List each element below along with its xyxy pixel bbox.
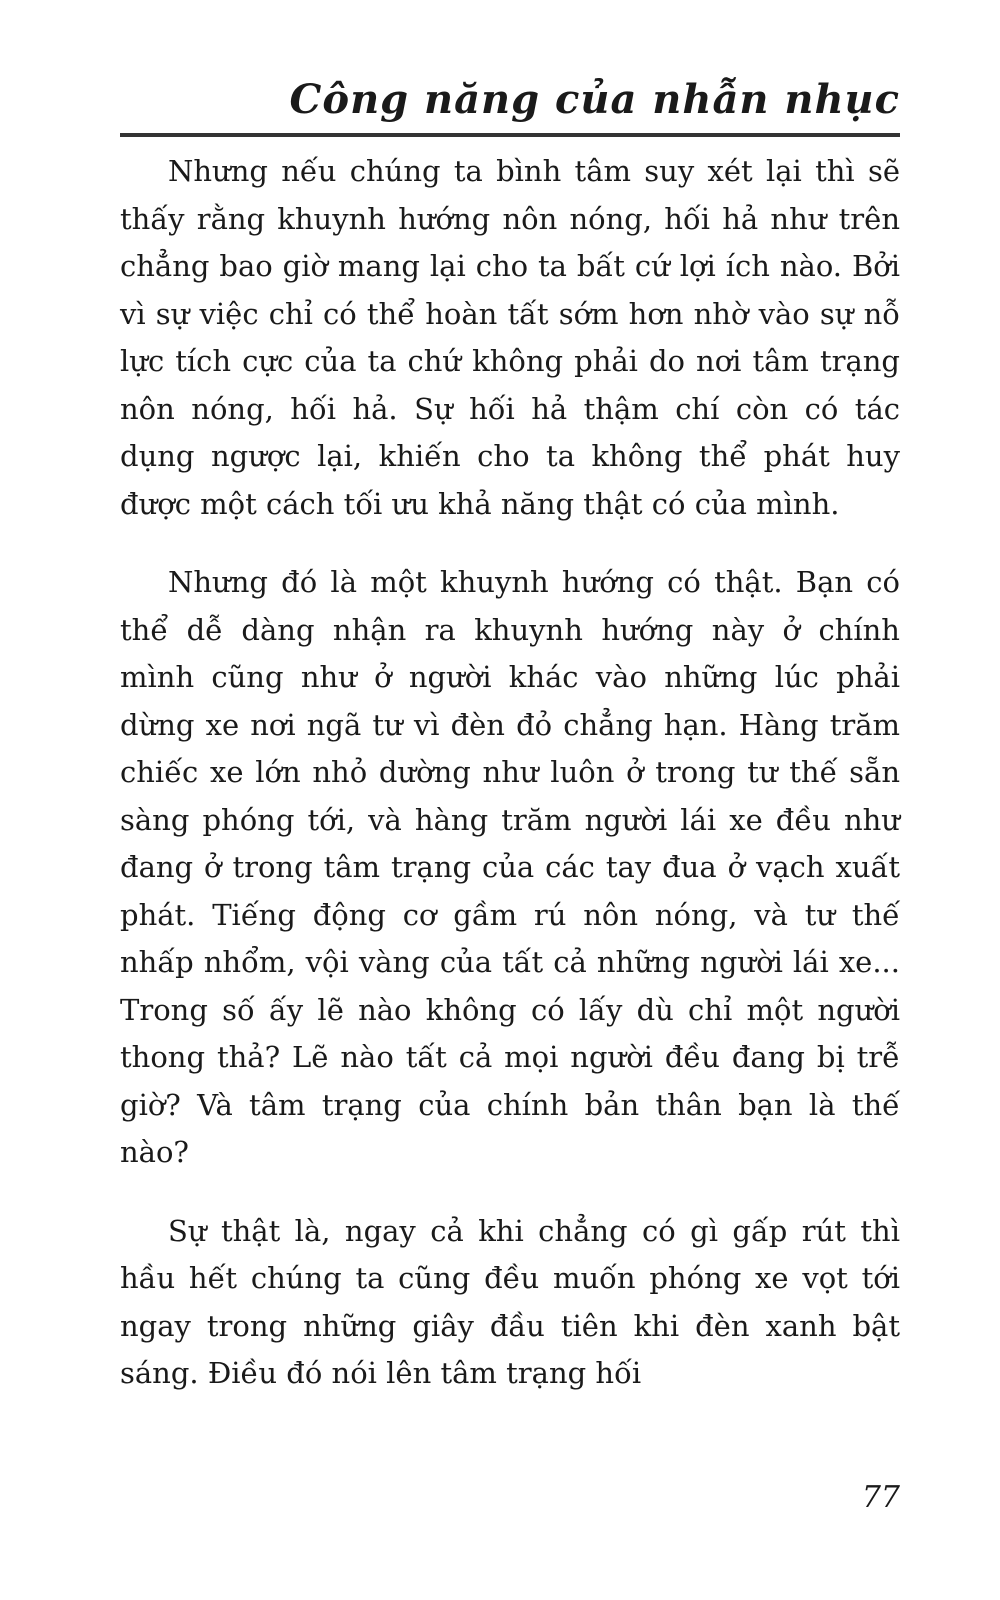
header-divider — [120, 133, 900, 137]
paragraph-2: Nhưng đó là một khuynh hướng có thật. Bạn có thể dễ dàng nhận ra khuynh hướng này ở chính mình cũng như ở người khác vào những lúc phải dừng xe nơi ngã tư vì đèn đỏ chẳng hạn. Hàng trăm chiếc xe lớn nhỏ dường như luôn ở trong tư thế sẵn sàng phóng tới, và hàng trăm người lái xe đều như đang ở trong tâm trạng của các tay đua ở vạch xuất phát. Tiếng động cơ gầm rú nôn nóng, và tư thế nhấp nhổm, vội vàng của tất cả những người lái xe... Trong số ấy lẽ nào không có lấy dù chỉ một người thong thả? Lẽ nào tất cả mọi người đều đang bị trễ giờ? Và tâm trạng của chính bản thân bạn là thế nào? — [120, 565, 900, 1169]
paragraph-1: Nhưng nếu chúng ta bình tâm suy xét lại thì sẽ thấy rằng khuynh hướng nôn nóng, hối hả như trên chẳng bao giờ mang lại cho ta bất cứ lợi ích nào. Bởi vì sự việc chỉ có thể hoàn tất sớm hơn nhờ vào sự nỗ lực tích cực của ta chứ không phải do nơi tâm trạng nôn nóng, hối hả. Sự hối hả thậm chí còn có tác dụng ngược lại, khiến cho ta không thể phát huy được một cách tối ưu khả năng thật có của mình. — [120, 154, 900, 521]
page-number: 77 — [861, 1480, 900, 1515]
running-header-title: Công năng của nhẫn nhục — [289, 76, 900, 123]
paragraph-3: Sự thật là, ngay cả khi chẳng có gì gấp rút thì hầu hết chúng ta cũng đều muốn phóng xe vọt tới ngay trong những giây đầu tiên khi đèn xanh bật sáng. Điều đó nói lên tâm trạng hối — [120, 1213, 900, 1390]
body-text — [120, 148, 900, 1398]
